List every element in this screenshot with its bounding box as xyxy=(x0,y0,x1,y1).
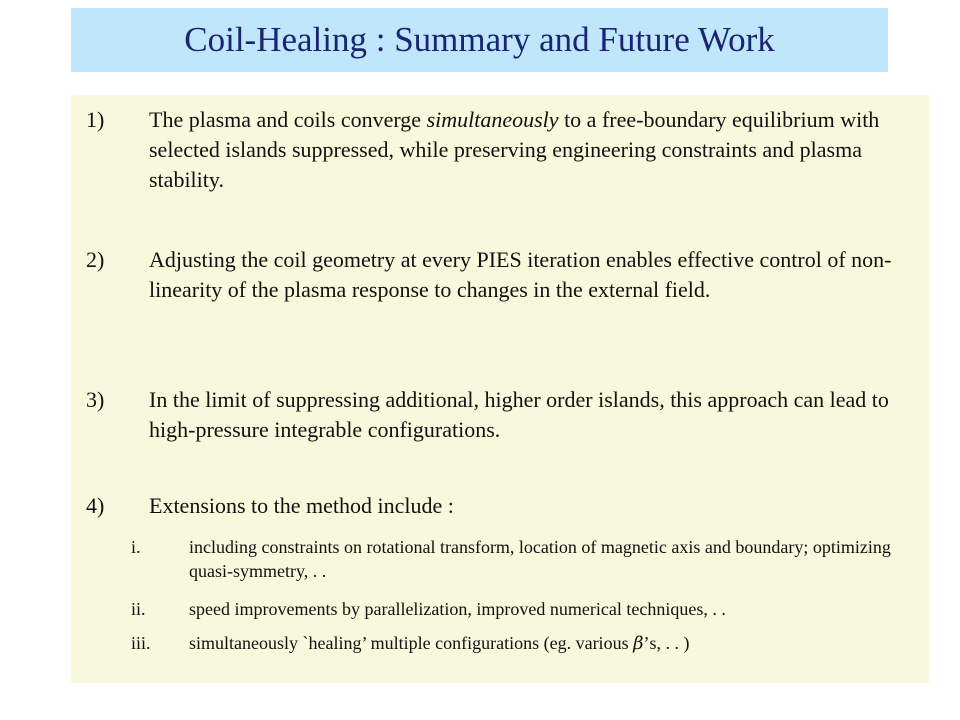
sub-item-number: ii. xyxy=(131,599,146,619)
list-item-number: 4) xyxy=(86,493,105,518)
list-item-text-post: to a free-boundary equilibrium with selected islands suppressed, while preserving engineering constraints and plasma stability. xyxy=(149,107,880,192)
beta-symbol: β xyxy=(633,633,644,654)
sub-item-number: i. xyxy=(131,537,141,557)
list-item-text: Adjusting the coil geometry at every PIES iteration enables effective control of non-linearity of the plasma response to changes in the external field. xyxy=(149,247,892,302)
sub-item-number: iii. xyxy=(131,633,151,653)
slide-title: Coil-Healing : Summary and Future Work xyxy=(184,20,775,59)
list-item-text-pre: The plasma and coils converge xyxy=(149,107,427,132)
list-item-text: In the limit of suppressing additional, higher order islands, this approach can lead to high-pressure integrable configurations. xyxy=(149,387,889,442)
sub-item-text xyxy=(189,631,929,656)
title-bar xyxy=(71,8,888,72)
emphasis-text: simultaneously xyxy=(426,107,559,132)
list-item-number: 3) xyxy=(86,387,105,412)
sub-item-text: speed improvements by parallelization, improved numerical techniques, . . xyxy=(189,599,726,619)
list-item-text xyxy=(149,105,909,195)
sub-item-text-pre: simultaneously `healing’ multiple configurations (eg. various xyxy=(189,633,634,653)
sub-item-text: including constraints on rotational transform, location of magnetic axis and boundary; optimizing quasi-symmetry, . . xyxy=(189,537,891,581)
sub-item-text-post: ’s, . . ) xyxy=(643,633,690,653)
list-item-number: 2) xyxy=(86,247,105,272)
content-box xyxy=(71,95,929,683)
list-item-number: 1) xyxy=(86,107,105,132)
list-item-text: Extensions to the method include : xyxy=(149,493,454,518)
